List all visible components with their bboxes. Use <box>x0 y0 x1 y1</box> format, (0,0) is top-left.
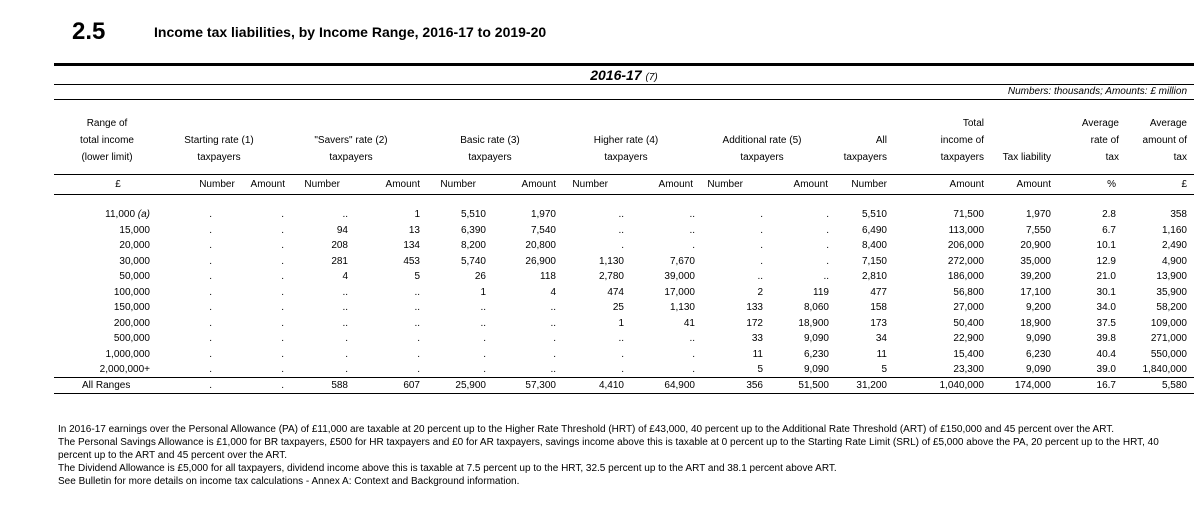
header-line: (lower limit) <box>81 152 133 163</box>
table-cell: .. <box>342 302 348 313</box>
subheader-cell: £ <box>115 179 121 190</box>
table-cell: 8,400 <box>861 240 887 251</box>
table-cell: . <box>281 286 284 298</box>
table-cell: . <box>417 364 420 375</box>
table-cell: . <box>209 255 212 267</box>
table-cell: .. <box>480 302 486 313</box>
period-rule <box>54 84 1194 85</box>
row-label <box>106 349 151 360</box>
footnote-line: The Dividend Allowance is £5,000 for all taxpayers, dividend income above this is taxable at 7.5 percent up to the HRT, 32.5 percent up to the ART and 38.1 percent above ART. <box>58 463 837 474</box>
table-cell: .. <box>414 286 420 298</box>
table-cell: 6,230 <box>803 348 829 360</box>
table-cell: 9,090 <box>803 364 829 375</box>
table-cell: 15,400 <box>953 348 984 360</box>
table-cell: .. <box>414 317 420 329</box>
table-cell: 9,200 <box>1025 302 1051 313</box>
row-label-text: 50,000 <box>119 271 150 282</box>
header-line: total income <box>80 135 134 146</box>
table-cell: . <box>760 209 763 220</box>
table-cell: .. <box>480 317 486 329</box>
subheader-cell: Amount <box>793 179 828 190</box>
footnote-line: See Bulletin for more details on income tax calculations - Annex A: Context and Background information. <box>58 476 520 487</box>
table-cell: .. <box>618 209 624 220</box>
table-cell: 9,090 <box>1025 364 1051 375</box>
table-cell: 13,900 <box>1156 271 1187 282</box>
table-cell: 21.0 <box>1096 271 1116 282</box>
table-cell: . <box>417 348 420 360</box>
header-line: taxpayers <box>468 152 512 163</box>
table-cell: . <box>621 364 624 375</box>
table-cell: .. <box>823 271 829 282</box>
table-cell: .. <box>342 209 348 220</box>
table-cell: 18,900 <box>798 317 829 329</box>
table-cell: 27,000 <box>953 302 984 313</box>
table-cell: 7,670 <box>669 255 695 267</box>
table-cell: .. <box>757 271 763 282</box>
table-cell: 39,000 <box>664 271 695 282</box>
table-cell: 39.8 <box>1096 333 1116 344</box>
row-label-text: 30,000 <box>119 255 150 267</box>
table-cell: .. <box>618 333 624 344</box>
table-cell: 2 <box>757 286 763 298</box>
table-cell: . <box>692 348 695 360</box>
period-label: 2016-17 <box>590 67 642 83</box>
table-cell: . <box>281 209 284 220</box>
table-cell: . <box>209 333 212 344</box>
footnotes <box>58 423 1178 488</box>
table-cell: . <box>826 224 829 236</box>
table-cell: . <box>826 240 829 251</box>
table-cell: .. <box>414 302 420 313</box>
header-line: Additional rate (5) <box>722 135 802 146</box>
table-cell: 11 <box>876 348 887 360</box>
header-line: rate of <box>1090 135 1119 146</box>
table-cell: 453 <box>403 255 420 267</box>
table-cell: 1,970 <box>530 209 556 220</box>
header-line: amount of <box>1142 135 1187 146</box>
table-cell: . <box>692 240 695 251</box>
table-cell: . <box>281 364 284 375</box>
table-cell: 5 <box>881 364 887 375</box>
table-cell: . <box>760 255 763 267</box>
table-cell: .. <box>689 333 695 344</box>
header-additional-rate <box>723 132 802 166</box>
header-basic-rate <box>460 132 519 166</box>
table-cell: .. <box>550 317 556 329</box>
table-cell: 56,800 <box>953 286 984 298</box>
table-cell: . <box>760 224 763 236</box>
table-cell: . <box>281 240 284 251</box>
row-label <box>119 256 150 267</box>
table-cell: . <box>209 240 212 251</box>
table-cell: 4 <box>342 271 348 282</box>
subheader-cell: % <box>1107 179 1116 190</box>
table-cell: 109,000 <box>1150 317 1187 329</box>
table-cell: 5,580 <box>1161 380 1187 391</box>
table-cell: . <box>209 364 212 375</box>
table-cell: . <box>281 333 284 344</box>
table-cell: . <box>760 240 763 251</box>
header-line: All <box>875 135 887 146</box>
table-cell: . <box>483 348 486 360</box>
table-cell: 31,200 <box>856 380 887 391</box>
subheader-cell: Amount <box>250 179 285 190</box>
table-cell: 7,550 <box>1025 224 1051 236</box>
table-cell: 5 <box>414 271 420 282</box>
table-cell: . <box>281 302 284 313</box>
table-cell: . <box>209 271 212 282</box>
table-cell: 119 <box>813 286 829 298</box>
table-cell: 30.1 <box>1096 286 1116 298</box>
header-line: taxpayers <box>604 152 648 163</box>
table-cell: .. <box>342 286 348 298</box>
table-cell: 1,130 <box>598 255 624 267</box>
table-cell: 1,160 <box>1161 224 1187 236</box>
table-cell: 10.1 <box>1096 240 1116 251</box>
table-cell: . <box>345 333 348 344</box>
table-cell: 39.0 <box>1096 364 1116 375</box>
row-label-text: 11,000 <box>105 209 135 220</box>
table-cell: 51,500 <box>798 380 829 391</box>
header-line: income of <box>940 135 984 146</box>
table-cell: 474 <box>607 286 624 298</box>
subheader-cell: £ <box>1181 179 1187 190</box>
table-cell: 6,230 <box>1025 348 1051 360</box>
subheader-cell: Number <box>440 179 476 190</box>
table-cell: .. <box>342 317 348 329</box>
subheader-cell: Number <box>572 179 608 190</box>
table-cell: 37.5 <box>1096 317 1116 329</box>
row-label-text: 500,000 <box>113 333 150 344</box>
row-label-text: 150,000 <box>113 302 150 313</box>
table-cell: 17,000 <box>664 286 695 298</box>
total-row-label <box>82 380 130 391</box>
table-cell: 20,800 <box>525 240 556 251</box>
table-cell: 477 <box>870 286 887 298</box>
table-cell: 58,200 <box>1156 302 1187 313</box>
table-cell: 174,000 <box>1014 380 1051 391</box>
row-label-text: 20,000 <box>119 240 150 251</box>
table-cell: 41 <box>683 317 695 329</box>
table-cell: 5,510 <box>861 209 887 220</box>
table-cell: 4,900 <box>1161 255 1187 267</box>
row-label-note: (a) <box>135 209 150 220</box>
table-cell: 1,840,000 <box>1142 364 1187 375</box>
table-title: Income tax liabilities, by Income Range, 2016-17 to 2019-20 <box>154 24 547 40</box>
table-cell: 2,810 <box>861 271 887 282</box>
footnote-line: The Personal Savings Allowance is £1,000 for BR taxpayers, £500 for HR taxpayers and £0 for AR taxpayers, savings income above this is taxable at 0 percent up to the Starting Rate Limit (SRL) of £5,000 above the PA, 20 percent up to the HRT, 40 percent up to the ART and 45 percent over the ART. <box>58 437 1159 461</box>
table-cell: 13 <box>408 224 420 236</box>
row-label-text: 15,000 <box>119 224 150 236</box>
table-cell: 118 <box>540 271 556 282</box>
table-cell: 206,000 <box>947 240 984 251</box>
table-cell: .. <box>550 302 556 313</box>
table-cell: 9,090 <box>1025 333 1051 344</box>
table-cell: 1,130 <box>669 302 695 313</box>
row-label-text: All Ranges <box>82 380 131 391</box>
header-average-amount <box>1143 115 1187 166</box>
header-range <box>80 115 134 166</box>
header-line: Basic rate (3) <box>460 135 520 146</box>
table-cell: . <box>345 348 348 360</box>
period-header <box>54 67 1194 83</box>
header-line: Total <box>962 118 984 129</box>
subheader-cell: Number <box>707 179 743 190</box>
total-top-rule <box>54 377 1194 378</box>
table-cell: 17,100 <box>1020 286 1051 298</box>
table-cell: 57,300 <box>525 380 556 391</box>
table-cell: 1,040,000 <box>939 380 984 391</box>
row-label <box>114 302 150 313</box>
header-top-rule <box>54 99 1194 100</box>
table-cell: 34.0 <box>1096 302 1116 313</box>
table-cell: . <box>621 240 624 251</box>
table-cell: 8,200 <box>460 240 486 251</box>
table-cell: 1 <box>414 209 420 220</box>
table-cell: . <box>826 209 829 220</box>
table-cell: . <box>621 348 624 360</box>
table-cell: 71,500 <box>953 209 984 220</box>
table-cell: 33 <box>751 333 763 344</box>
table-cell: . <box>826 255 829 267</box>
table-bottom-rule <box>54 393 1194 394</box>
table-cell: 22,900 <box>953 333 984 344</box>
table-cell: . <box>209 286 212 298</box>
row-label <box>114 318 150 329</box>
table-cell: 6.7 <box>1102 224 1116 236</box>
table-cell: 23,300 <box>953 364 984 375</box>
table-cell: 173 <box>870 317 887 329</box>
table-cell: . <box>345 364 348 375</box>
table-cell: 5,510 <box>460 209 486 220</box>
table-cell: 2.8 <box>1102 209 1116 220</box>
table-number: 2.5 <box>72 18 106 45</box>
row-label-text: 2,000,000+ <box>99 364 150 375</box>
header-line: Higher rate (4) <box>593 135 659 146</box>
table-cell: 11 <box>752 348 763 360</box>
subheader-cell: Number <box>304 179 340 190</box>
table-cell: . <box>209 348 212 360</box>
top-rule <box>54 63 1194 66</box>
header-total-income <box>941 115 984 166</box>
table-cell: . <box>209 209 212 220</box>
header-starting-rate <box>184 132 253 166</box>
table-cell: 172 <box>746 317 763 329</box>
table-cell: . <box>692 364 695 375</box>
table-cell: 16.7 <box>1096 380 1116 391</box>
subheader-top-rule <box>54 174 1194 175</box>
row-label <box>119 271 150 282</box>
header-all-taxpayers <box>844 132 887 166</box>
table-cell: 26 <box>474 271 486 282</box>
subheader-cell: Number <box>199 179 235 190</box>
subheader-cell: Amount <box>521 179 556 190</box>
table-cell: 34 <box>875 333 887 344</box>
table-cell: 7,150 <box>861 255 887 267</box>
table-cell: 1,970 <box>1025 209 1051 220</box>
footnote-line: In 2016-17 earnings over the Personal Allowance (PA) of £11,000 are taxable at 20 percent up to the Higher Rate Threshold (HRT) of £43,000, 40 percent up to the Additional Rate Threshold (ART) of £150,000 and 45 percent over the ART. <box>58 424 1115 435</box>
subheader-cell: Number <box>851 179 887 190</box>
period-note: (7) <box>645 72 658 83</box>
table-cell: 271,000 <box>1150 333 1187 344</box>
table-cell: . <box>209 380 212 391</box>
table-cell: 35,900 <box>1156 286 1187 298</box>
header-line: Starting rate (1) <box>184 135 254 146</box>
table-cell: 4,410 <box>598 380 624 391</box>
row-label-text: 100,000 <box>113 286 150 298</box>
header-line: taxpayers <box>197 152 241 163</box>
subheader-bottom-rule <box>54 194 1194 195</box>
table-cell: . <box>209 317 212 329</box>
table-cell: 26,900 <box>525 255 556 267</box>
table-cell: 50,400 <box>953 317 984 329</box>
table-cell: 158 <box>870 302 887 313</box>
units-note: Numbers: thousands; Amounts: £ million <box>1007 86 1187 97</box>
subheader-cell: Amount <box>1016 179 1051 190</box>
header-savers-rate <box>314 132 387 166</box>
row-label-text: 200,000 <box>113 317 150 329</box>
table-cell: 18,900 <box>1020 317 1051 329</box>
table-cell: . <box>483 364 486 375</box>
subheader-cell: Amount <box>949 179 984 190</box>
header-line: Average <box>1081 118 1119 129</box>
header-line: taxpayers <box>329 152 373 163</box>
table-cell: 25,900 <box>455 380 486 391</box>
table-cell: 356 <box>746 380 763 391</box>
table-cell: 5 <box>757 364 763 375</box>
table-cell: 4 <box>550 286 556 298</box>
table-cell: 35,000 <box>1020 255 1051 267</box>
table-cell: . <box>209 224 212 236</box>
table-cell: 5,740 <box>460 255 486 267</box>
table-cell: 7,540 <box>530 224 556 236</box>
table-cell: . <box>209 302 212 313</box>
subheader-cell: Amount <box>385 179 420 190</box>
table-cell: 2,490 <box>1161 240 1187 251</box>
table-cell: 6,390 <box>460 224 486 236</box>
table-cell: . <box>417 333 420 344</box>
table-cell: 358 <box>1170 209 1187 220</box>
table-cell: . <box>281 255 284 267</box>
table-cell: 272,000 <box>947 255 984 267</box>
subheader-cell: Amount <box>658 179 693 190</box>
table-cell: 39,200 <box>1020 271 1051 282</box>
table-cell: 588 <box>331 380 348 391</box>
header-line: taxpayers <box>940 152 984 163</box>
table-cell: 186,000 <box>947 271 984 282</box>
row-label <box>105 209 150 220</box>
table-cell: . <box>483 333 486 344</box>
header-line: taxpayers <box>843 152 887 163</box>
row-label <box>114 333 150 344</box>
table-cell: 133 <box>746 302 763 313</box>
row-label <box>119 225 150 236</box>
table-cell: . <box>553 348 556 360</box>
table-cell: 6,490 <box>861 224 887 236</box>
row-label <box>119 240 150 251</box>
header-tax-liability <box>1003 149 1051 166</box>
header-line: tax <box>1173 152 1187 163</box>
table-cell: 40.4 <box>1096 348 1116 360</box>
table-cell: . <box>281 348 284 360</box>
table-cell: 550,000 <box>1150 348 1187 360</box>
table-cell: 9,090 <box>803 333 829 344</box>
row-label-text: 1,000,000 <box>105 348 150 360</box>
header-line: "Savers" rate (2) <box>314 135 388 146</box>
table-cell: 12.9 <box>1096 255 1116 267</box>
table-cell: 208 <box>331 240 348 251</box>
table-cell: .. <box>689 209 695 220</box>
header-line: Range of <box>86 118 128 129</box>
header-line: tax <box>1105 152 1119 163</box>
header-line: Average <box>1149 118 1187 129</box>
header-average-rate <box>1082 115 1119 166</box>
table-cell: 1 <box>480 286 486 298</box>
table-cell: 94 <box>336 224 348 236</box>
header-line: Tax liability <box>1002 152 1051 163</box>
table-cell: 64,900 <box>664 380 695 391</box>
table-cell: 607 <box>403 380 420 391</box>
table-cell: .. <box>689 224 695 236</box>
row-label <box>100 364 150 375</box>
table-cell: . <box>281 224 284 236</box>
table-cell: 134 <box>403 240 420 251</box>
row-label <box>114 287 150 298</box>
table-cell: 1 <box>618 317 624 329</box>
table-cell: 2,780 <box>598 271 624 282</box>
table-cell: 20,900 <box>1020 240 1051 251</box>
header-higher-rate <box>594 132 658 166</box>
header-line: taxpayers <box>740 152 784 163</box>
table-cell: .. <box>618 224 624 236</box>
table-cell: . <box>553 333 556 344</box>
table-cell: 281 <box>331 255 348 267</box>
table-cell: 8,060 <box>803 302 829 313</box>
table-cell: . <box>281 380 284 391</box>
table-cell: . <box>281 317 284 329</box>
table-cell: .. <box>550 364 556 375</box>
table-cell: . <box>281 271 284 282</box>
table-cell: 113,000 <box>948 224 984 236</box>
table-cell: 25 <box>612 302 624 313</box>
